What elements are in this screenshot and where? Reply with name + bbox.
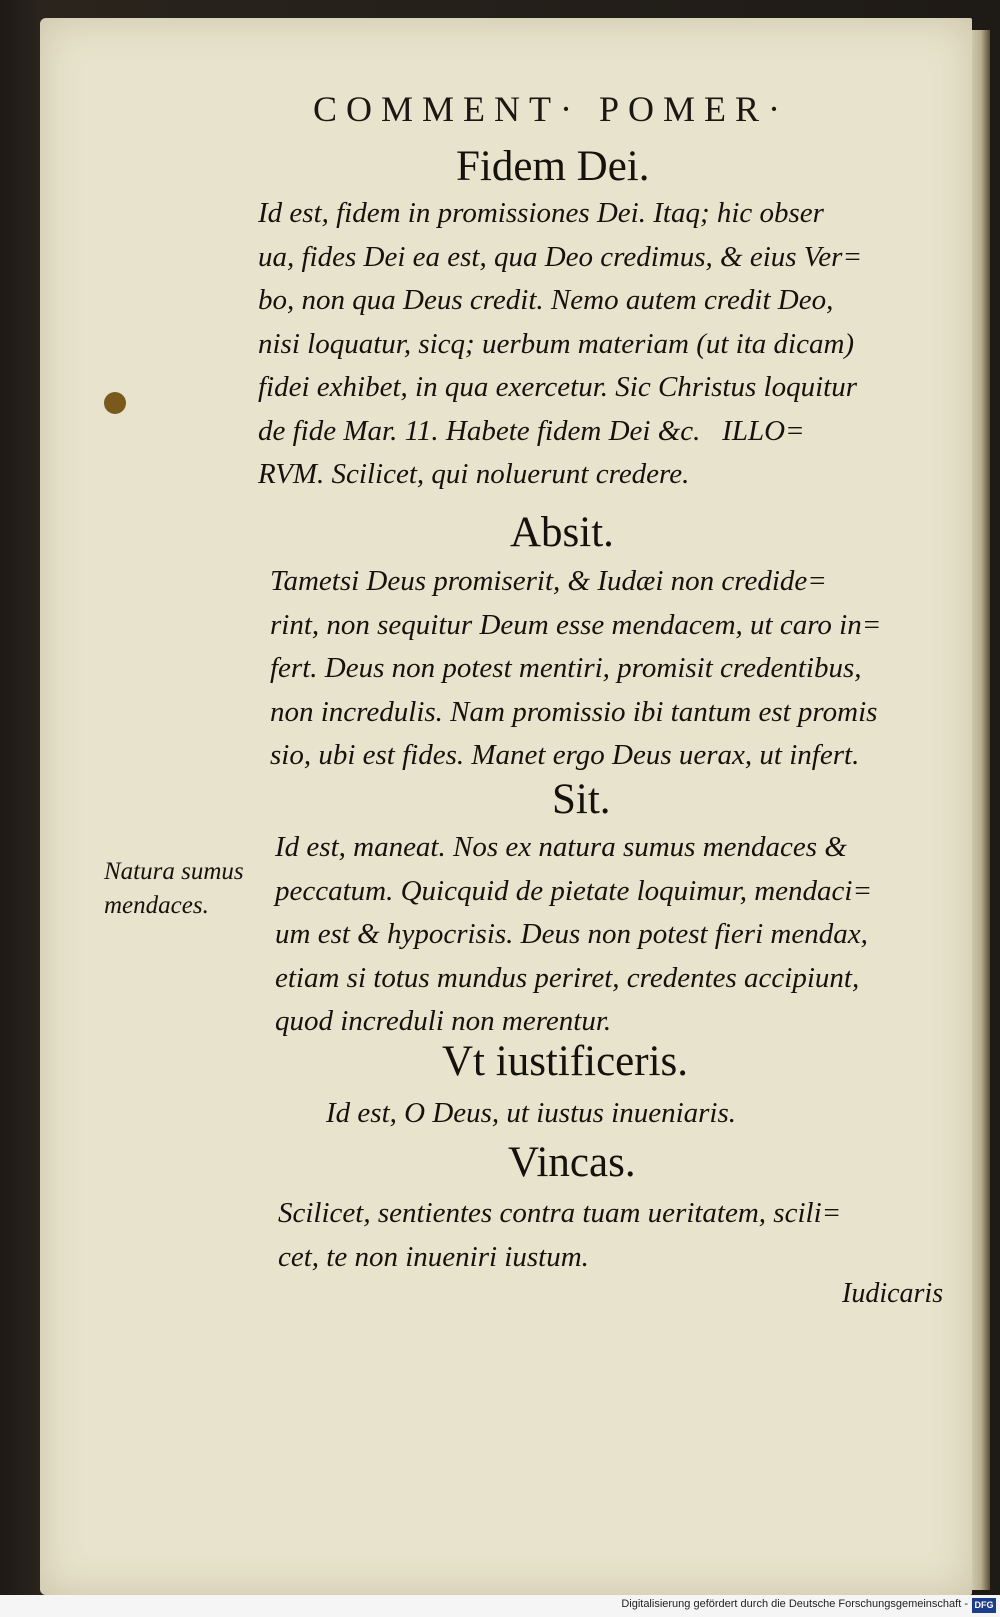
paragraph-absit: Tametsi Deus promiserit, & Iudæi non credide= rint, non sequitur Deum esse mendacem, ut caro in= fert. Deus non potest mentiri, promisit credentibus, non incredulis. Nam promissio ibi tantum est promis sio, ubi est fides. Manet ergo Deus uerax, ut infert. — [270, 565, 882, 771]
lemma-vincas: Vincas. — [508, 1139, 636, 1186]
page-edge — [972, 30, 990, 1590]
lemma-sit: Sit. — [552, 776, 611, 823]
lemma-vt-iustificeris: Vt iustificeris. — [442, 1038, 689, 1085]
dfg-credit: Digitalisierung gefördert durch die Deutsche Forschungsgemeinschaft - — [621, 1598, 968, 1610]
margin-dot — [104, 392, 126, 414]
lemma-absit: Absit. — [510, 509, 614, 556]
marginal-note: Natura sumus mendaces. — [104, 858, 244, 919]
paragraph-fidem-dei: Id est, fidem in promissiones Dei. Itaq; hic obser ua, fides Dei ea est, qua Deo credimus, & eius Ver= bo, non qua Deus credit. Nemo autem credit Deo, nisi loquatur, sicq; uerbum materiam (ut ita dicam) fidei exhibet, in qua exercetur. Sic Christus loquitur de fide Mar. 11. Habete fidem Dei &c. ILLO= RVM. Scilicet, qui noluerunt credere. — [258, 197, 863, 490]
paragraph-vt-iustificeris: Id est, O Deus, ut iustus inueniaris. — [326, 1097, 737, 1129]
paragraph-vincas: Scilicet, sentientes contra tuam ueritatem, scili= cet, te non inueniri iustum. — [278, 1197, 842, 1273]
catchword: Iudicaris — [842, 1278, 944, 1309]
running-head: COMMENT· POMER· — [313, 89, 790, 129]
lemma-fidem-dei: Fidem Dei. — [456, 143, 650, 190]
dfg-logo: DFG — [972, 1598, 996, 1613]
paragraph-sit: Id est, maneat. Nos ex natura sumus mendaces & peccatum. Quicquid de pietate loquimur, mendaci= um est & hypocrisis. Deus non potest fieri mendax, etiam si totus mundus periret, credentes accipiunt, quod increduli non merentur. — [275, 831, 873, 1037]
